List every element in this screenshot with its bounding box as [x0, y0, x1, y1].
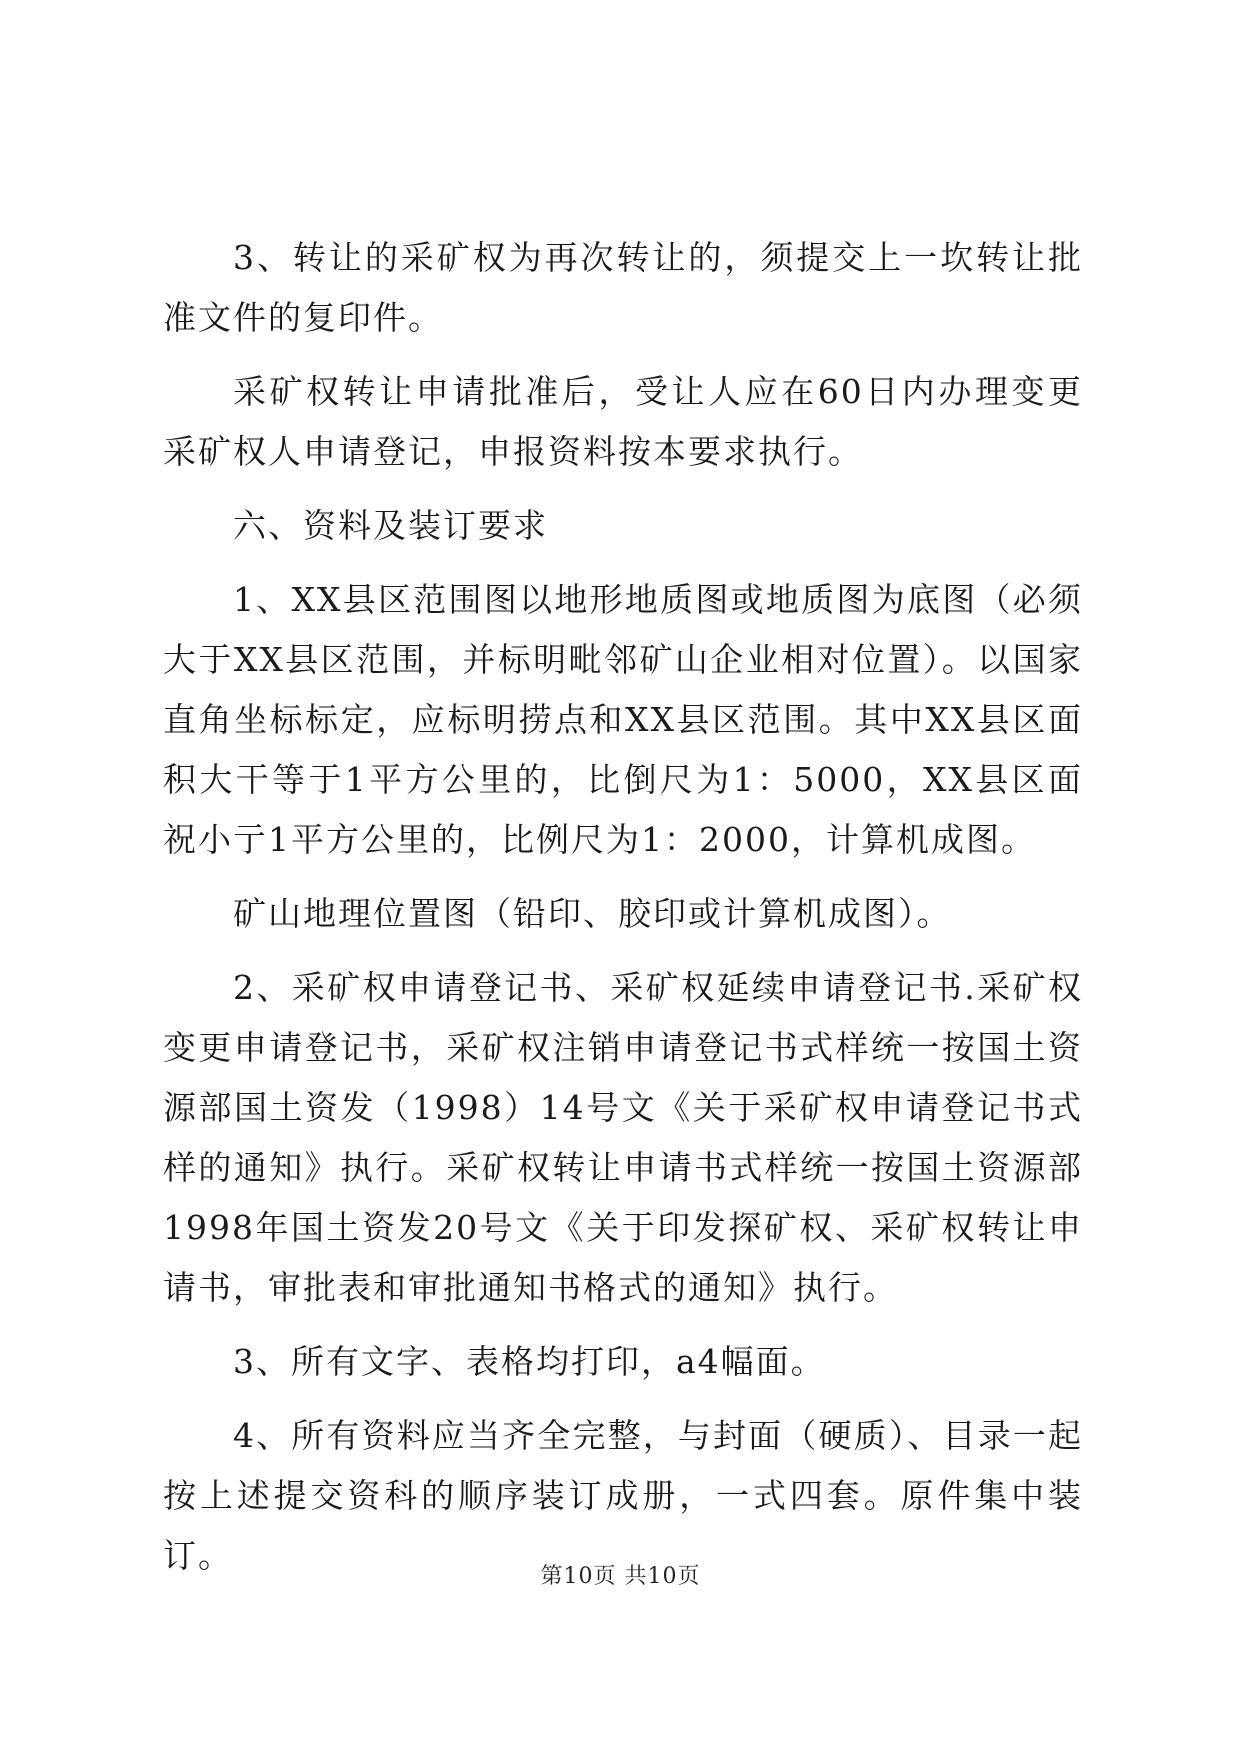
section-heading-materials: 六、资料及装订要求 — [233, 506, 548, 545]
document-body — [163, 228, 1083, 1586]
paragraph-item-3-transfer: 3、转让的采矿权为再次转让的，须提交上一坎转让批准文件的复印件。 — [163, 238, 1083, 337]
paragraph-item-2-registration: 2、采矿权申请登记书、采矿权延续申请登记书.采矿权变更申请登记书，采矿权注销申请登记书式样统一按国土资源部国土资发（1998）14号文《关于采矿权申请登记书式样的通知》执行。采矿权转让申请书式样统一按国土资源部1998年国土资发20号文《关于印发探矿权、采矿权转让申请书，审批表和审批通知书格式的通知》执行。 — [163, 968, 1083, 1307]
paragraph-item-3-print: 3、所有文字、表格均打印，a4幅面。 — [233, 1342, 826, 1381]
paragraph-item-4-binding: 4、所有资料应当齐全完整，与封面（硬质）、目录一起按上述提交资科的顺序装订成册，一式四套。原件集中装订。 — [163, 1416, 1083, 1575]
paragraph-transfer-approval: 采矿权转让申请批准后，受让人应在60日内办理变更采矿权人申请登记，申报资料按本要求执行。 — [163, 372, 1083, 471]
page-number-footer: 第10页 共10页 — [540, 1564, 701, 1589]
paragraph-location-map: 矿山地理位置图（铅印、胶印或计算机成图）。 — [233, 894, 952, 933]
paragraph-item-1-range-map: 1、XX县区范围图以地形地质图或地质图为底图（必须大于XX县区范围，并标明毗邻矿山企业相对位置）。以国家直角坐标标定，应标明捞点和XX县区范围。其中XX县区面积大干等于1平方公里的，比倒尺为1：5000，XX县区面祝小亍1平方公里的，比例尺为1：2000，计算机成图。 — [163, 580, 1083, 859]
